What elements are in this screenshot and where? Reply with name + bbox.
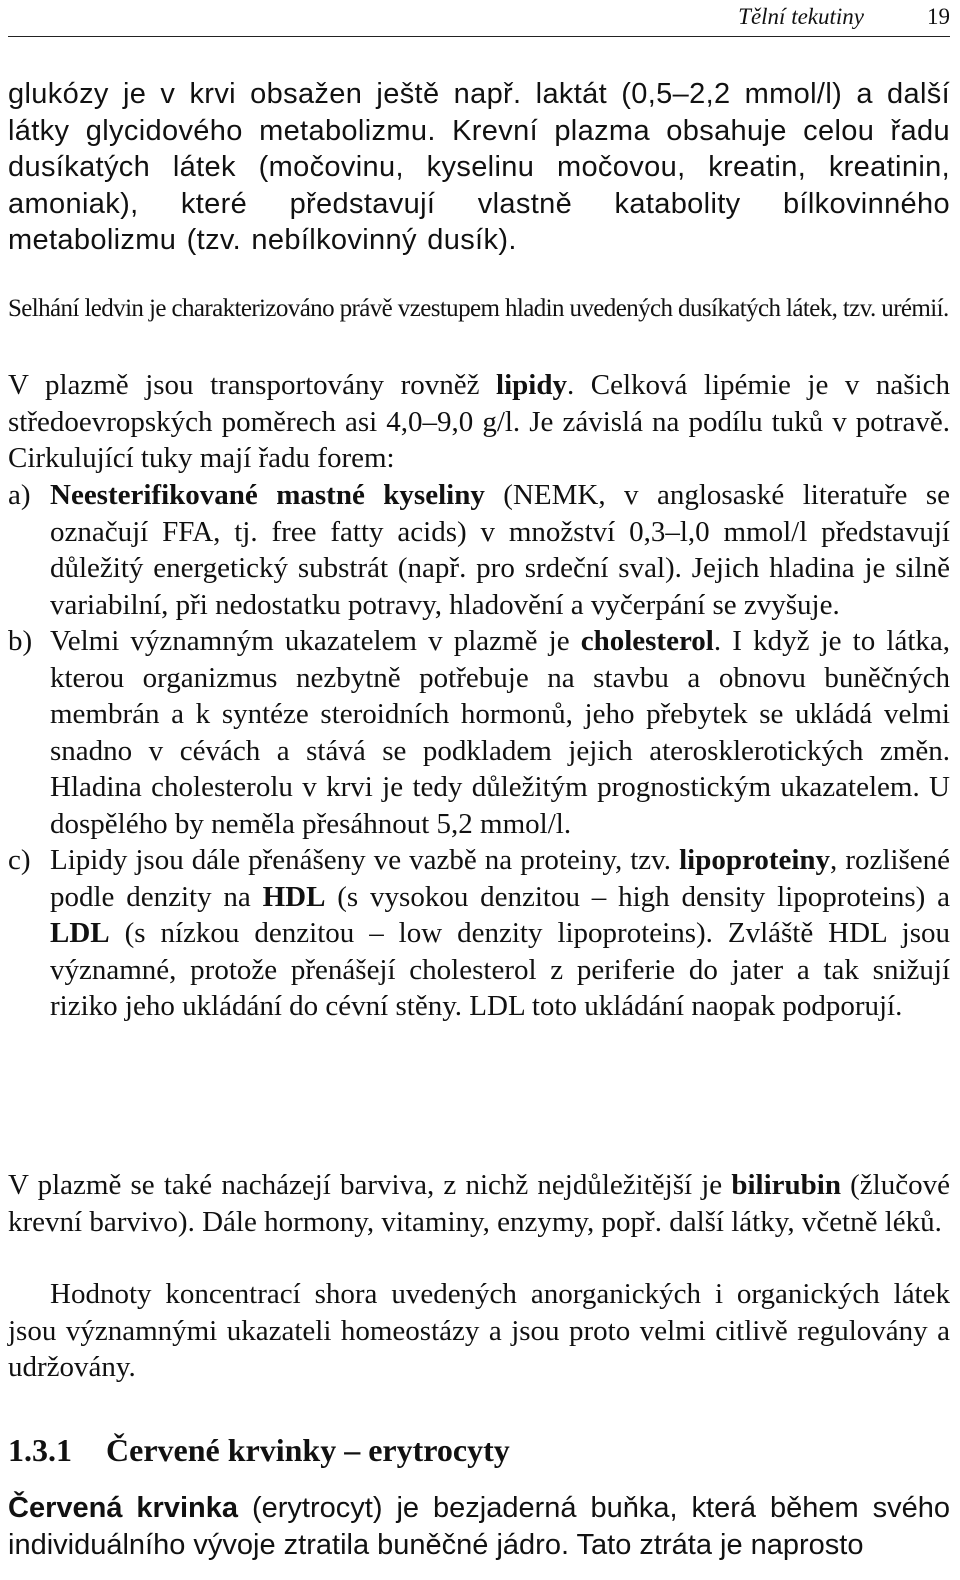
section-heading bbox=[8, 1432, 510, 1469]
section-title: Červené krvinky – erytrocyty bbox=[106, 1432, 510, 1468]
list-item-lipoproteins bbox=[8, 842, 950, 1025]
page-number: 19 bbox=[927, 4, 950, 29]
lipoproteins-text-3: (s vysokou denzitou – high density lipoproteins) a bbox=[325, 880, 950, 913]
list-item-cholesterol bbox=[8, 623, 950, 842]
lipoproteins-text-1: Lipidy jsou dále přenášeny ve vazbě na proteiny, tzv. bbox=[50, 844, 680, 876]
hdl-term: HDL bbox=[262, 880, 326, 913]
list-marker-c: c) bbox=[8, 844, 31, 876]
paragraph-pigments bbox=[8, 1167, 950, 1240]
pigments-text-2: (žlučové krevní barvivo). Dále hormony, vitaminy, enzymy, popř. další látky, včetně léků. bbox=[8, 1169, 950, 1238]
lipoproteins-term: lipoproteiny bbox=[679, 844, 831, 876]
paragraph-lipids bbox=[8, 367, 950, 477]
lipids-text-2: . Celková lipémie je v našich středoevropských poměrech asi 4,0–9,0 g/l. Je závislá na podílu tuků v potravě. Cirkulující tuky mají řadu forem: bbox=[8, 369, 950, 474]
paragraph-erythrocyte bbox=[8, 1490, 950, 1563]
paragraph-nitrogen-substances: glukózy je v krvi obsažen ještě např. laktát (0,5–2,2 mmol/l) a další látky glycidového metabolizmu. Krevní plazma obsahuje celou řadu dusíkatých látek (močovinu, kyselinu močovou, kreatin, kreatinin, amoniak), které představují vlastně katabolity bílkovinného metabolizmu (tzv. nebílkovinný dusík). bbox=[8, 78, 950, 256]
nemk-term: Neesterifikované mastné kyseliny bbox=[50, 479, 485, 511]
cholesterol-term: cholesterol bbox=[580, 625, 714, 657]
lipids-text-1: V plazmě jsou transportovány rovněž bbox=[8, 369, 497, 401]
pigments-text-1: V plazmě se také nacházejí barviva, z nichž nejdůležitější je bbox=[8, 1169, 732, 1201]
paragraph-homeostasis: Hodnoty koncentrací shora uvedených anorganických i organických látek jsou významnými ukazateli homeostázy a jsou proto velmi citlivě regulovány a udržovány. bbox=[8, 1278, 950, 1383]
paragraph-kidney-failure: Selhání ledvin je charakterizováno právě vzestupem hladin uvedených dusíkatých látek, tzv. urémií. bbox=[8, 295, 949, 322]
lipids-term: lipidy bbox=[496, 369, 567, 401]
list-marker-b: b) bbox=[8, 625, 33, 657]
erythrocyte-text: (erytrocyt) je bezjaderná buňka, která během svého individuálního vývoje ztratila buněčné jádro. Tato ztráta je naprosto bbox=[8, 1492, 950, 1561]
cholesterol-text-1: Velmi významným ukazatelem v plazmě je bbox=[50, 625, 581, 657]
running-header bbox=[8, 0, 950, 37]
list-marker-a: a) bbox=[8, 479, 31, 511]
bilirubin-term: bilirubin bbox=[731, 1169, 841, 1201]
ldl-term: LDL bbox=[50, 917, 110, 949]
running-title: Tělní tekutiny bbox=[738, 4, 864, 29]
list-item-nemk bbox=[8, 477, 950, 623]
lipoproteins-text-4: (s nízkou denzitou – low denzity lipoproteins). Zvláště HDL jsou významné, protože přenášejí cholesterol z periferie do jater a tak snižují riziko jeho ukládání do cévní stěny. LDL toto ukládání naopak podporují. bbox=[50, 917, 950, 1022]
nemk-text: (NEMK, v anglosaské literatuře se označují FFA, tj. free fatty acids) v množství 0,3–l,0 mmol/l představují důležitý energetický substrát (např. pro srdeční sval). Jejich hladina je silně variabilní, při nedostatku potravy, hladovění a vyčerpání se zvyšuje. bbox=[50, 479, 950, 621]
erythrocyte-term: Červená krvinka bbox=[8, 1492, 239, 1524]
cholesterol-text-2: . I když je to látka, kterou organizmus nezbytně potřebuje na stavbu a obnovu buněčných membrán a k syntéze steroidních hormonů, jeho přebytek se ukládá velmi snadno v cévách a stává se podkladem jejich aterosklerotických změn. Hladina cholesterolu v krvi je tedy důležitým prognostickým ukazatelem. U dospělého by neměla přesáhnout 5,2 mmol/l. bbox=[50, 625, 950, 840]
section-number: 1.3.1 bbox=[8, 1432, 72, 1468]
lipoproteins-text-2: , rozlišené podle denzity na bbox=[50, 844, 950, 913]
lipid-forms-list bbox=[8, 477, 950, 1025]
